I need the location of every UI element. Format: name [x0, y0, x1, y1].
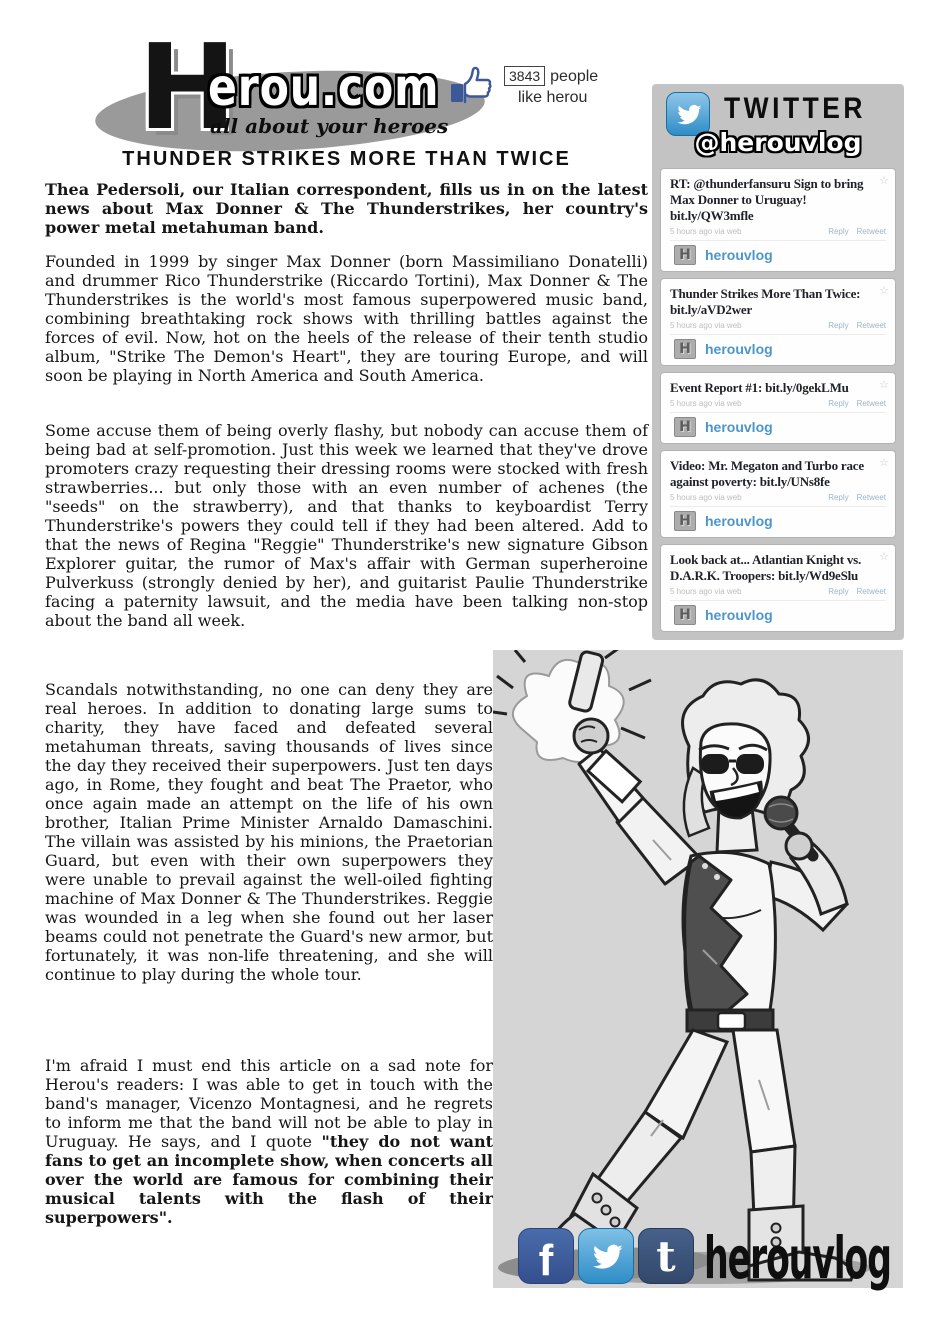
retweet-link[interactable]: Retweet — [856, 587, 886, 596]
twitter-bird-icon — [585, 1235, 627, 1277]
tweet-user-row — [670, 600, 886, 626]
tweet-meta-row — [670, 227, 886, 236]
tweet-card — [660, 278, 896, 366]
site-logo[interactable] — [90, 18, 510, 160]
tweet-username-link[interactable]: herouvlog — [705, 341, 773, 357]
tweet-timestamp: 5 hours ago via web — [670, 227, 742, 236]
like-count: 3843 — [504, 66, 545, 86]
footer-wordmark[interactable]: herouvlog — [704, 1224, 891, 1292]
tumblr-icon[interactable] — [638, 1228, 694, 1284]
tweet-meta-row — [670, 587, 886, 596]
tweet-timestamp: 5 hours ago via web — [670, 493, 742, 502]
tweet-username-link[interactable]: herouvlog — [705, 419, 773, 435]
herouvlog-avatar: H — [674, 339, 696, 359]
logo-wordmark: erou.com — [208, 58, 440, 118]
retweet-link[interactable]: Retweet — [856, 227, 886, 236]
retweet-link[interactable]: Retweet — [856, 399, 886, 408]
herouvlog-avatar: H — [674, 417, 696, 437]
tweet-meta-row — [670, 493, 886, 502]
tweet-text[interactable]: Event Report #1: bit.ly/0gekLMu — [670, 380, 849, 395]
thumbs-up-icon[interactable] — [448, 62, 494, 108]
article-paragraph-history: Founded in 1999 by singer Max Donner (born Massimiliano Donatelli) and drummer Rico Thunderstrike (Riccardo Tortini), Max Donner & The Thunderstrikes is the world's most famous superpowered music band, combining breathtaking rock shows with thrilling battles against the forces of evil. Now, hot on the heels of the release of their tenth studio album, "Strike The Demon's Heart", they are touring Europe, and will soon be playing in North America and South America. — [45, 252, 648, 385]
favorite-star-icon[interactable]: ☆ — [879, 550, 889, 563]
article-intro: Thea Pedersoli, our Italian correspondent, fills us in on the latest news about Max Donner & The Thunderstrikes, her country's power metal metahuman band. — [45, 180, 648, 237]
article-paragraph-scandals: Some accuse them of being overly flashy, but nobody can accuse them of being bad at self-promotion. Just this week we learned that they've drove promoters crazy requesting their dressing rooms were stocked with fresh strawberries... but only those with an even number of achenes (the "seeds" on the strawberry), and that thanks to keyboardist Terry Thunderstrike's powers they could tell if they had been altered. Add to that the news of Regina "Reggie" Thunderstrike's new signature Gibson Explorer guitar, the rumor of Max's affair with German superheroine Pulverkuss (strongly denied by her), and guitarist Paulie Thunderstrike facing a paternity lawsuit, and the media have been talking non-stop about the band all week. — [45, 421, 648, 630]
tweet-meta-row — [670, 399, 886, 408]
twitter-handle[interactable]: @herouvlog — [694, 128, 862, 157]
article-title: THUNDER STRIKES MORE THAN TWICE — [122, 148, 571, 170]
tweet-user-row — [670, 240, 886, 266]
tweet-meta-row — [670, 321, 886, 330]
tweet-text[interactable]: Video: Mr. Megaton and Turbo race against poverty: bit.ly/UNs8fe — [670, 458, 864, 489]
logo-tagline: all about your heroes — [210, 114, 449, 138]
facebook-icon[interactable] — [518, 1228, 574, 1284]
facebook-glyph: f — [538, 1236, 554, 1285]
twitter-sidebar-header — [658, 90, 898, 162]
logo-initial: H — [138, 18, 237, 156]
article-paragraph-closing — [45, 1056, 493, 1227]
like-line2: like herou — [518, 89, 588, 106]
favorite-star-icon[interactable]: ☆ — [879, 378, 889, 391]
tweet-username-link[interactable]: herouvlog — [705, 247, 773, 263]
reply-link[interactable]: Reply — [828, 493, 849, 502]
tweet-username-link[interactable]: herouvlog — [705, 513, 773, 529]
reply-link[interactable]: Reply — [828, 227, 849, 236]
tweet-user-row — [670, 412, 886, 438]
herouvlog-avatar: H — [674, 245, 696, 265]
herouvlog-avatar: H — [674, 605, 696, 625]
tumblr-glyph: t — [656, 1231, 676, 1281]
tweet-text[interactable]: Thunder Strikes More Than Twice: bit.ly/aVD2wer — [670, 286, 861, 317]
tweet-text[interactable]: RT: @thunderfansuru Sign to bring Max Donner to Uruguay! bit.ly/QW3mfle — [670, 176, 864, 223]
closing-lead: I'm afraid I must end this article on a sad note for Herou's readers: I was able to get in touch with the band's manager, Vicenzo Montagnesi, and he regrets to inform me that the band will not be able to play in Uruguay. He says, and I quote — [45, 1056, 493, 1151]
tweet-timestamp: 5 hours ago via web — [670, 399, 742, 408]
retweet-link[interactable]: Retweet — [856, 321, 886, 330]
tweet-card — [660, 450, 896, 538]
twitter-bird-icon — [671, 97, 705, 131]
favorite-star-icon[interactable]: ☆ — [879, 284, 889, 297]
reply-link[interactable]: Reply — [828, 587, 849, 596]
tweet-username-link[interactable]: herouvlog — [705, 607, 773, 623]
reply-link[interactable]: Reply — [828, 321, 849, 330]
twitter-icon[interactable] — [578, 1228, 634, 1284]
herouvlog-avatar: H — [674, 511, 696, 531]
tweet-timestamp: 5 hours ago via web — [670, 587, 742, 596]
max-donner-illustration — [493, 650, 903, 1288]
retweet-link[interactable]: Retweet — [856, 493, 886, 502]
tweet-timestamp: 5 hours ago via web — [670, 321, 742, 330]
favorite-star-icon[interactable]: ☆ — [879, 174, 889, 187]
article-paragraph-heroics: Scandals notwithstanding, no one can deny they are real heroes. In addition to donating large sums to charity, they have faced and defeated several metahuman threats, saving thousands of lives since the day they received their superpowers. Just ten days ago, in Rome, they fought and beat The Praetor, who once again made an attempt on the life of his own brother, Italian Prime Minister Arnaldo Damaschini. The villain was assisted by his minions, the Praetorian Guard, but even with their own superpowers they were unable to prevail against the well-oiled fighting machine of Max Donner & The Thunderstrikes. Reggie was wounded in a leg when she found out her laser beams could not penetrate the Guard's new armor, but fortunately, it was non-life threatening, and she will continue to play during the whole tour. — [45, 680, 493, 984]
tweet-card — [660, 168, 896, 272]
reply-link[interactable]: Reply — [828, 399, 849, 408]
twitter-title: TWITTER — [724, 92, 866, 125]
like-line1: people — [550, 68, 599, 85]
facebook-like-widget[interactable] — [448, 62, 598, 108]
tweet-text[interactable]: Look back at... Atlantian Knight vs. D.A.R.K. Troopers: bit.ly/Wd9eSlu — [670, 552, 862, 583]
tweet-card — [660, 544, 896, 632]
tweet-card — [660, 372, 896, 444]
tweet-user-row — [670, 334, 886, 360]
like-count-text — [504, 62, 598, 108]
tweet-user-row — [670, 506, 886, 532]
twitter-sidebar — [652, 84, 904, 640]
closing-quote: "they do not want fans to get an incomplete show, when concerts all over the world are famous for combining their musical talents with the flash of their superpowers". — [45, 1132, 494, 1227]
favorite-star-icon[interactable]: ☆ — [879, 456, 889, 469]
